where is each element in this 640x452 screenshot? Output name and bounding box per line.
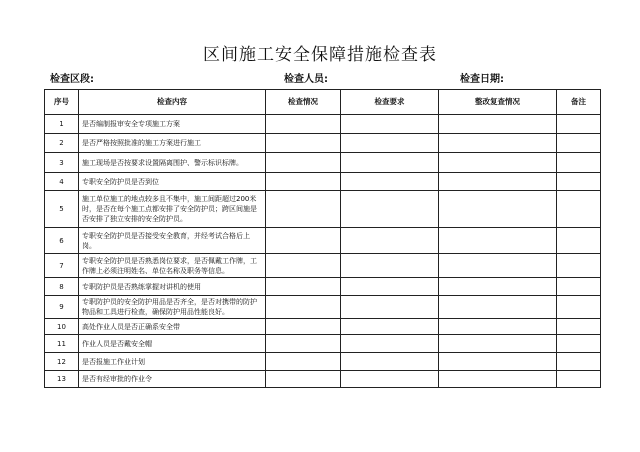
row-content: 是否严格按照批准的施工方案进行施工 — [79, 134, 266, 153]
status-cell[interactable] — [266, 254, 341, 278]
status-cell[interactable] — [266, 296, 341, 319]
requirement-cell[interactable] — [341, 371, 439, 388]
status-cell[interactable] — [266, 173, 341, 191]
remarks-cell[interactable] — [557, 228, 601, 254]
table-header-row — [45, 90, 601, 115]
header-rectification: 整改复查情况 — [439, 90, 557, 115]
row-index: 9 — [45, 296, 79, 319]
rectification-cell[interactable] — [439, 353, 557, 371]
row-content: 专职防护员是否熟练掌握对讲机的使用 — [79, 278, 266, 296]
table-row — [45, 115, 601, 134]
requirement-cell[interactable] — [341, 254, 439, 278]
rectification-cell[interactable] — [439, 153, 557, 173]
row-index: 7 — [45, 254, 79, 278]
header-index: 序号 — [45, 90, 79, 115]
row-content: 是否编制报审安全专项施工方案 — [79, 115, 266, 134]
page-title: 区间施工安全保障措施检查表 — [203, 45, 437, 65]
remarks-cell[interactable] — [557, 153, 601, 173]
row-content: 施工单位施工的地点较多且不集中，施工间距超过200米时，是否在每个施工点都安排了安全防护员；跨区间施是否安排了独立安排的安全防护员。 — [79, 191, 266, 228]
requirement-cell[interactable] — [341, 191, 439, 228]
remarks-cell[interactable] — [557, 254, 601, 278]
table-row — [45, 278, 601, 296]
status-cell[interactable] — [266, 353, 341, 371]
row-content: 是否有经审批的作业令 — [79, 371, 266, 388]
rectification-cell[interactable] — [439, 134, 557, 153]
row-content: 专职安全防护员是否到位 — [79, 173, 266, 191]
table-row — [45, 371, 601, 388]
table-row — [45, 191, 601, 228]
rectification-cell[interactable] — [439, 254, 557, 278]
requirement-cell[interactable] — [341, 228, 439, 254]
requirement-cell[interactable] — [341, 134, 439, 153]
header-requirement: 检查要求 — [341, 90, 439, 115]
requirement-cell[interactable] — [341, 335, 439, 353]
remarks-cell[interactable] — [557, 278, 601, 296]
row-index: 11 — [45, 335, 79, 353]
requirement-cell[interactable] — [341, 319, 439, 335]
rectification-cell[interactable] — [439, 278, 557, 296]
table-row — [45, 353, 601, 371]
row-index: 3 — [45, 153, 79, 173]
row-index: 2 — [45, 134, 79, 153]
requirement-cell[interactable] — [341, 353, 439, 371]
row-content: 是否报施工作业计划 — [79, 353, 266, 371]
row-content: 高处作业人员是否正确系安全带 — [79, 319, 266, 335]
requirement-cell[interactable] — [341, 296, 439, 319]
row-content: 专职安全防护员是否接受安全教育，并经考试合格后上岗。 — [79, 228, 266, 254]
row-index: 1 — [45, 115, 79, 134]
table-row — [45, 335, 601, 353]
row-content: 专职安全防护员是否熟悉岗位要求，是否佩戴工作牌，工作牌上必须注明姓名、单位名称及职务等信息。 — [79, 254, 266, 278]
inspection-table — [44, 89, 601, 388]
status-cell[interactable] — [266, 278, 341, 296]
remarks-cell[interactable] — [557, 115, 601, 134]
status-cell[interactable] — [266, 228, 341, 254]
area-label: 检查区段: — [50, 74, 94, 85]
remarks-cell[interactable] — [557, 296, 601, 319]
rectification-cell[interactable] — [439, 335, 557, 353]
status-cell[interactable] — [266, 371, 341, 388]
status-cell[interactable] — [266, 335, 341, 353]
remarks-cell[interactable] — [557, 134, 601, 153]
remarks-cell[interactable] — [557, 173, 601, 191]
requirement-cell[interactable] — [341, 278, 439, 296]
remarks-cell[interactable] — [557, 319, 601, 335]
table-row — [45, 134, 601, 153]
row-index: 12 — [45, 353, 79, 371]
status-cell[interactable] — [266, 115, 341, 134]
row-content: 施工现场是否按要求设置隔离围护、警示标识标牌。 — [79, 153, 266, 173]
status-cell[interactable] — [266, 153, 341, 173]
table-row — [45, 153, 601, 173]
remarks-cell[interactable] — [557, 353, 601, 371]
header-content: 检查内容 — [79, 90, 266, 115]
header-remarks: 备注 — [557, 90, 601, 115]
table-row — [45, 319, 601, 335]
status-cell[interactable] — [266, 134, 341, 153]
rectification-cell[interactable] — [439, 173, 557, 191]
remarks-cell[interactable] — [557, 191, 601, 228]
rectification-cell[interactable] — [439, 371, 557, 388]
rectification-cell[interactable] — [439, 191, 557, 228]
table-row — [45, 296, 601, 319]
rectification-cell[interactable] — [439, 228, 557, 254]
table-row — [45, 228, 601, 254]
rectification-cell[interactable] — [439, 319, 557, 335]
status-cell[interactable] — [266, 191, 341, 228]
row-content: 专职防护员的安全防护用品是否齐全，是否对携带的防护物品和工具进行检查，确保防护用品性能良好。 — [79, 296, 266, 319]
row-content: 作业人员是否戴安全帽 — [79, 335, 266, 353]
row-index: 6 — [45, 228, 79, 254]
remarks-cell[interactable] — [557, 371, 601, 388]
inspector-label: 检查人员: — [284, 74, 328, 85]
rectification-cell[interactable] — [439, 296, 557, 319]
row-index: 10 — [45, 319, 79, 335]
table-row — [45, 173, 601, 191]
requirement-cell[interactable] — [341, 153, 439, 173]
requirement-cell[interactable] — [341, 115, 439, 134]
row-index: 5 — [45, 191, 79, 228]
status-cell[interactable] — [266, 319, 341, 335]
row-index: 13 — [45, 371, 79, 388]
date-label: 检查日期: — [460, 74, 504, 85]
row-index: 4 — [45, 173, 79, 191]
remarks-cell[interactable] — [557, 335, 601, 353]
header-status: 检查情况 — [266, 90, 341, 115]
requirement-cell[interactable] — [341, 173, 439, 191]
table-row — [45, 254, 601, 278]
rectification-cell[interactable] — [439, 115, 557, 134]
row-index: 8 — [45, 278, 79, 296]
